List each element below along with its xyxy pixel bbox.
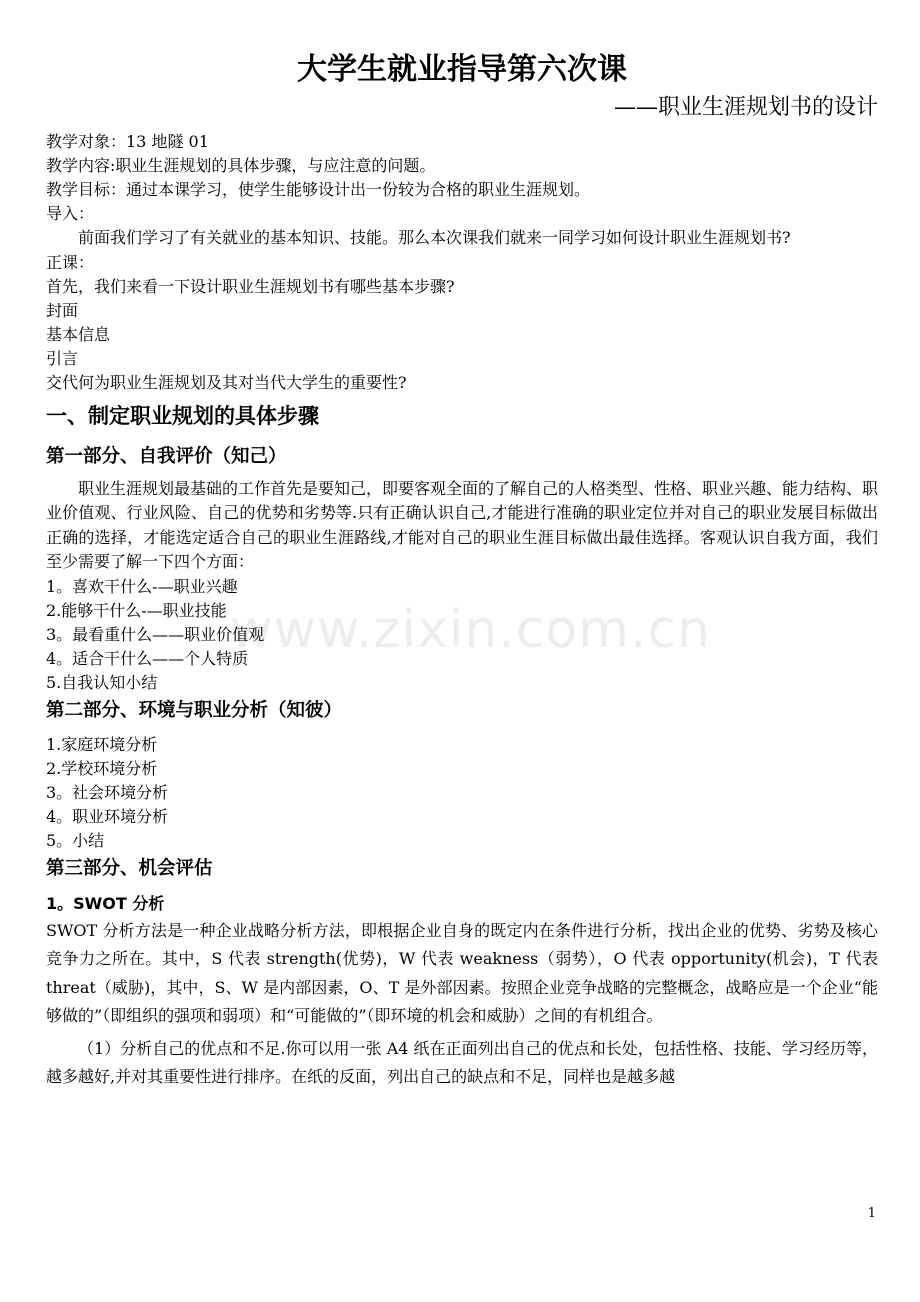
swot-subheading: 1。SWOT 分析 [46, 893, 165, 913]
body-line: 首先，我们来看一下设计职业生涯规划书有哪些基本步骤? [46, 276, 455, 296]
swot-step-paragraph: （1）分析自己的优点和不足.你可以用一张 A4 纸在正面列出自己的优点和长处，包括性格、技能、学习经历等，越多越好,并对其重要性进行排序。在纸的反面，列出自己的缺点和不足，同样也是越多越 [46, 1038, 878, 1086]
part1-list-item: 1。喜欢干什么-—职业兴趣 [46, 576, 238, 596]
body-line: 基本信息 [46, 324, 111, 344]
intro-paragraph: 前面我们学习了有关就业的基本知识、技能。那么本次课我们就来一同学习如何设计职业生涯规划书? [78, 228, 791, 247]
part1-list-item: 3。最看重什么——职业价值观 [46, 624, 265, 644]
part1-list-item: 4。适合干什么——个人特质 [46, 648, 249, 668]
part1-list-item: 5.自我认知小结 [46, 672, 158, 692]
document-title: 大学生就业指导第六次课 [297, 52, 627, 87]
body-line: 正课： [46, 252, 95, 272]
meta-line-target: 教学对象：13 地隧 01 [46, 132, 209, 151]
meta-line-content: 教学内容:职业生涯规划的具体步骤，与应注意的问题。 [46, 156, 436, 175]
part2-list-item: 2.学校环境分析 [46, 758, 158, 778]
watermark-text: www.zixin.com.cn [230, 600, 711, 660]
part2-list-item: 5。小结 [46, 830, 105, 850]
part1-heading: 第一部分、自我评价（知己） [46, 445, 287, 467]
part2-list-item: 3。社会环境分析 [46, 782, 169, 802]
document-page [46, 50, 878, 1092]
part2-heading: 第二部分、环境与职业分析（知彼） [46, 699, 343, 721]
part3-heading: 第三部分、机会评估 [46, 857, 213, 879]
body-line: 引言 [46, 348, 79, 368]
part1-paragraph: 职业生涯规划最基础的工作首先是要知己，即要客观全面的了解自己的人格类型、性格、职业兴趣、能力结构、职业价值观、行业风险、自己的优势和劣势等.只有正确认识自己,才能进行准确的职业定位并对自己的职业发展目标做出正确的选择，才能选定适合自己的职业生涯路线,才能对自己的职业生涯目标做出最佳选择。客观认识自我方面，我们至少需要了解一下四个方面： [46, 478, 879, 571]
part2-list-item: 1.家庭环境分析 [46, 734, 158, 754]
page-number: 1 [867, 1206, 876, 1221]
body-line: 封面 [46, 300, 79, 320]
section-heading: 一、制定职业规划的具体步骤 [46, 403, 319, 428]
document-subtitle: ——职业生涯规划书的设计 [613, 95, 878, 120]
meta-line-objective: 教学目标：通过本课学习，使学生能够设计出一份较为合格的职业生涯规划。 [46, 180, 591, 199]
part2-list-item: 4。职业环境分析 [46, 806, 169, 826]
body-line: 交代何为职业生涯规划及其对当代大学生的重要性? [46, 372, 407, 392]
swot-paragraph: SWOT 分析方法是一种企业战略分析方法，即根据企业自身的既定内在条件进行分析，找出企业的优势、劣势及核心竞争力之所在。其中，S 代表 strength(优势)，W 代表 weakness（弱势），O 代表 opportunity(机会)，T 代表 threat（威胁)，其中，S、W 是内部因素，O、T 是外部因素。按照企业竞争战略的完整概念，战略应是一个企业“能够做的”（即组织的强项和弱项）和“可能做的”（即环境的机会和威胁）之间的有机组合。 [46, 920, 878, 1025]
part1-list-item: 2.能够干什么-—职业技能 [46, 600, 227, 620]
meta-line-intro-label: 导入： [46, 204, 95, 223]
